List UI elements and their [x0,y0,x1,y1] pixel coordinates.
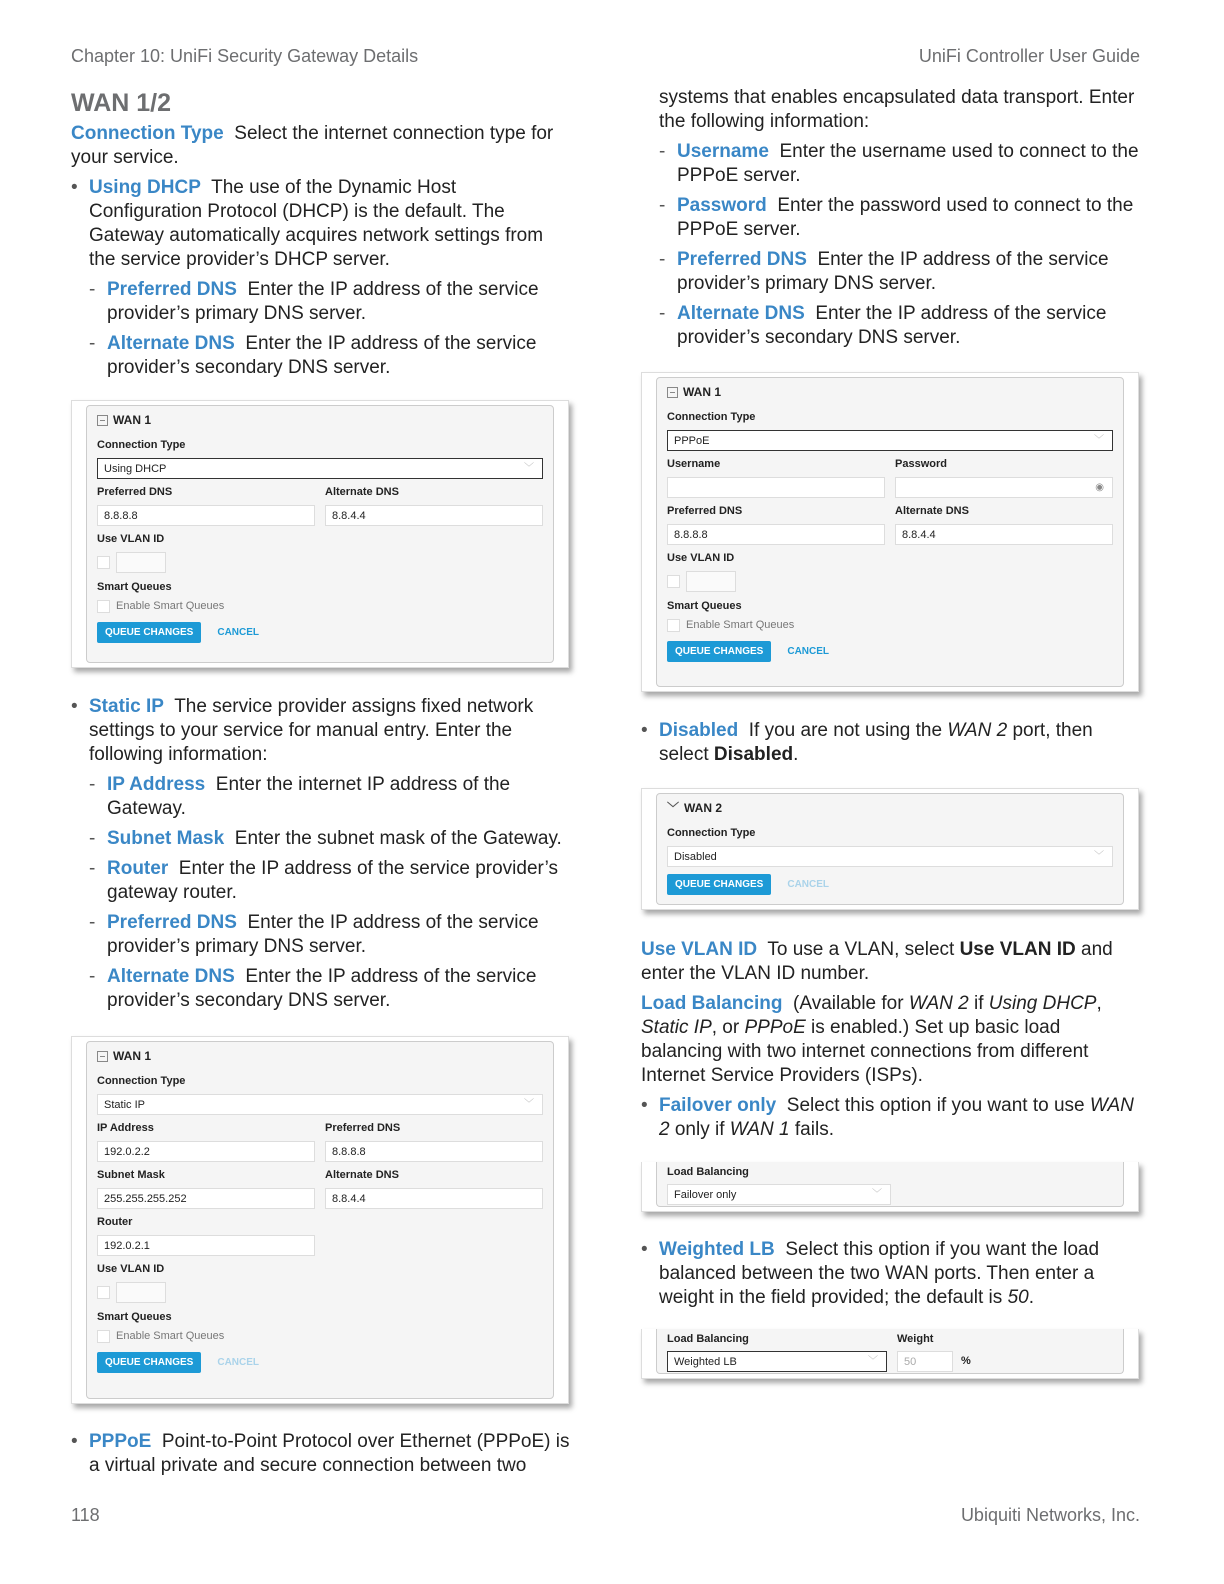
value: Weighted LB [674,1356,737,1368]
text: If you are not using the [748,720,943,741]
list-item [641,248,1141,296]
list-item [71,278,571,326]
right-column-3 [641,938,1146,1148]
screenshot-failover [641,1162,1139,1212]
label: Connection Type [97,1075,186,1087]
label: Password [895,458,947,470]
checkbox-label: Enable Smart Queues [116,1330,225,1342]
label: Use VLAN ID [667,552,735,564]
list-item [71,773,571,821]
list-item [71,1430,571,1478]
preferred-dns-input[interactable]: 8.8.8.8 [97,505,315,526]
text: The service provider assigns fixed network settings to your service for manual entry. Enter the following information: [89,696,534,765]
section-title: WAN 1/2 [71,89,172,117]
list-item [71,332,571,380]
term: Failover only [659,1095,777,1116]
router-input[interactable]: 192.0.2.1 [97,1235,315,1256]
text: (Available for [793,993,904,1014]
term: Username [677,141,769,162]
text: To use a VLAN, select [767,939,955,960]
text: Enter the IP address of the service provider’s gateway router. [107,858,558,903]
chapter-header: Chapter 10: UniFi Security Gateway Details [71,46,419,66]
screenshot-dhcp [71,400,569,668]
list-item [71,965,571,1013]
label: Load Balancing [667,1166,749,1178]
label: Preferred DNS [97,486,173,498]
checkbox-label: Enable Smart Queues [116,600,225,612]
page-number: 118 [71,1505,100,1525]
guide-header: UniFi Controller User Guide [918,46,1140,66]
list-item [71,176,571,272]
text: Select this option if you want the load balanced between the two WAN ports. Then enter a weight in the field provided; the default is [659,1239,1100,1308]
text: Enter the password used to connect to the PPPoE server. [677,195,1134,240]
wan1-panel [656,377,1124,687]
label: Alternate DNS [895,505,969,517]
term: Use VLAN ID [641,939,758,960]
vlan-input[interactable] [116,552,166,573]
term: Preferred DNS [677,249,807,270]
list-item [71,695,571,767]
text: The use of the Dynamic Host Configuration Protocol (DHCP) is the default. The Gateway automatically acquires network settings from the service provider’s DHCP server. [89,177,544,270]
paragraph [641,938,1146,986]
panel-title: WAN 2 [684,801,723,815]
value: Disabled [674,851,717,863]
cancel-button[interactable]: CANCEL [217,1357,260,1369]
connection-type-select[interactable] [667,430,1113,451]
label: Smart Queues [667,600,742,612]
queue-changes-button[interactable]: QUEUE CHANGES [667,641,771,662]
label: Connection Type [97,439,186,451]
value: Failover only [674,1189,737,1201]
text: WAN 2 [908,993,969,1014]
text: Enter the internet IP address of the Gateway. [107,774,511,819]
list-item [641,719,1141,767]
collapse-icon[interactable] [97,1051,108,1062]
text: Enter the IP address of the service provider’s secondary DNS server. [107,333,537,378]
term: Using DHCP [89,177,201,198]
ip-address-input[interactable]: 192.0.2.2 [97,1141,315,1162]
screenshot-disabled [641,788,1139,910]
vlan-checkbox[interactable] [97,556,110,569]
chevron-down-icon[interactable]: ﹀ [667,801,680,815]
chevron-down-icon: ﹀ [872,1189,882,1200]
text: port, then select [659,720,1093,765]
connection-type-select[interactable] [97,458,543,479]
label: Preferred DNS [667,505,743,517]
text: Enter the username used to connect to the PPPoE server. [677,141,1139,186]
text: and enter the VLAN ID number. [641,939,1113,984]
text: Using DHCP [988,993,1097,1014]
password-input[interactable] [895,477,1113,498]
label: Alternate DNS [325,486,399,498]
smart-queues-checkbox[interactable] [667,619,680,632]
text: Static IP [641,1017,712,1038]
term: Static IP [89,696,164,717]
right-column-4 [641,1238,1141,1316]
list-item [71,857,571,905]
panel-title: WAN 1 [683,385,722,399]
text: Select this option if you want to use [786,1095,1085,1116]
term: Preferred DNS [107,912,237,933]
label: Use VLAN ID [97,533,165,545]
paragraph [641,992,1146,1088]
term: Preferred DNS [107,279,237,300]
text: 50 [1007,1287,1029,1308]
vlan-checkbox[interactable] [667,575,680,588]
cancel-button[interactable]: CANCEL [787,646,830,658]
subnet-mask-input[interactable]: 255.255.255.252 [97,1188,315,1209]
label: Load Balancing [667,1333,749,1345]
left-column-3 [71,1430,571,1484]
text: , [1096,993,1102,1014]
text: fails. [794,1119,834,1140]
term: Subnet Mask [107,828,225,849]
text: Point-to-Point Protocol over Ethernet (PPPoE) is a virtual private and secure connection between two [89,1431,570,1476]
queue-changes-button[interactable]: QUEUE CHANGES [97,1352,201,1373]
connection-type-select[interactable] [97,1094,543,1115]
label: Connection Type [667,411,756,423]
label: Router [97,1216,133,1228]
username-input[interactable] [667,477,885,498]
percent-label: % [961,1355,971,1367]
text: WAN 2 [947,720,1008,741]
text: Enter the subnet mask of the Gateway. [234,828,562,849]
load-balancing-select[interactable] [667,1351,887,1372]
label: IP Address [97,1122,154,1134]
list-item [71,827,571,851]
label: Weight [897,1333,934,1345]
chevron-down-icon: ﹀ [1094,435,1104,446]
text: Select the internet connection type for your service. [71,123,554,168]
text: WAN 2 [659,1095,1134,1140]
alternate-dns-input[interactable]: 8.8.4.4 [325,505,543,526]
left-column [71,88,571,386]
checkbox-label: Enable Smart Queues [686,619,795,631]
smart-queues-checkbox[interactable] [97,600,110,613]
right-column-2 [641,719,1141,773]
connection-type-select[interactable] [667,846,1113,867]
intro-paragraph [71,122,571,170]
panel-title: WAN 1 [113,1049,152,1063]
vlan-input[interactable] [116,1282,166,1303]
value: Static IP [104,1099,145,1111]
term: Alternate DNS [677,303,805,324]
wan2-panel [656,793,1124,905]
term: PPPoE [89,1431,152,1452]
term: Alternate DNS [107,966,235,987]
term: IP Address [107,774,206,795]
alternate-dns-input[interactable]: 8.8.4.4 [895,524,1113,545]
load-balancing-select[interactable] [667,1184,891,1205]
queue-changes-button[interactable]: QUEUE CHANGES [667,874,771,895]
text: , or [711,1017,740,1038]
screenshot-static [71,1036,569,1404]
value: PPPoE [674,435,710,447]
cancel-button[interactable]: CANCEL [787,879,830,890]
chevron-down-icon: ﹀ [524,463,534,474]
chevron-down-icon: ﹀ [868,1356,878,1367]
text: only if [674,1119,725,1140]
queue-changes-button[interactable]: QUEUE CHANGES [97,622,201,643]
right-column [641,86,1141,356]
panel-title: WAN 1 [113,413,152,427]
chevron-down-icon: ﹀ [1094,851,1104,862]
label: Username [667,458,721,470]
screenshot-weighted [641,1329,1139,1379]
list-item [641,140,1141,188]
term: Router [107,858,169,879]
text: Enter the IP address of the service provider’s primary DNS server. [677,249,1109,294]
list-item [641,1094,1146,1142]
text: if [973,993,984,1014]
term: Connection Type [71,123,224,144]
list-item [641,194,1141,242]
wan1-panel [86,1041,554,1399]
text: Disabled [713,744,794,765]
text: Use VLAN ID [959,939,1076,960]
label: Preferred DNS [325,1122,401,1134]
label: Subnet Mask [97,1169,165,1181]
alternate-dns-input[interactable]: 8.8.4.4 [325,1188,543,1209]
text: PPPoE [744,1017,806,1038]
text: Enter the IP address of the service provider’s secondary DNS server. [107,966,537,1011]
collapse-icon[interactable] [97,415,108,426]
company-name: Ubiquiti Networks, Inc. [960,1505,1140,1525]
text: is enabled.) Set up basic load balancing with two internet connections from different Internet Service Providers (ISPs). [641,1017,1089,1086]
list-item [641,1238,1141,1310]
eye-icon[interactable]: ◉ [1095,482,1104,493]
load-balancing-panel [656,1329,1124,1374]
load-balancing-panel [656,1162,1124,1207]
label: Use VLAN ID [97,1263,165,1275]
text: Enter the IP address of the service provider’s primary DNS server. [107,912,539,957]
vlan-input[interactable] [686,571,736,592]
text: Enter the IP address of the service provider’s secondary DNS server. [677,303,1107,348]
cancel-button[interactable]: CANCEL [217,627,260,639]
label: Alternate DNS [325,1169,399,1181]
list-item [641,302,1141,350]
collapse-icon[interactable] [667,387,678,398]
text: . [793,744,799,765]
text: WAN 1 [729,1119,790,1140]
term: Weighted LB [659,1239,775,1260]
label: Connection Type [667,827,756,839]
term: Load Balancing [641,993,783,1014]
value: Using DHCP [104,463,167,475]
wan1-panel [86,405,554,663]
weight-input[interactable]: 50 [897,1351,953,1372]
screenshot-pppoe [641,372,1139,692]
term: Disabled [659,720,739,741]
term: Password [677,195,767,216]
chevron-down-icon: ﹀ [524,1099,534,1110]
preferred-dns-input[interactable]: 8.8.8.8 [667,524,885,545]
smart-queues-checkbox[interactable] [97,1330,110,1343]
label: Smart Queues [97,1311,172,1323]
vlan-checkbox[interactable] [97,1286,110,1299]
text: Enter the IP address of the service provider’s primary DNS server. [107,279,539,324]
list-item [71,911,571,959]
preferred-dns-input[interactable]: 8.8.8.8 [325,1141,543,1162]
term: Alternate DNS [107,333,235,354]
left-column-2 [71,695,571,1019]
text: . [1028,1287,1034,1308]
text: systems that enables encapsulated data transport. Enter the following information: [659,87,1135,132]
label: Smart Queues [97,581,172,593]
